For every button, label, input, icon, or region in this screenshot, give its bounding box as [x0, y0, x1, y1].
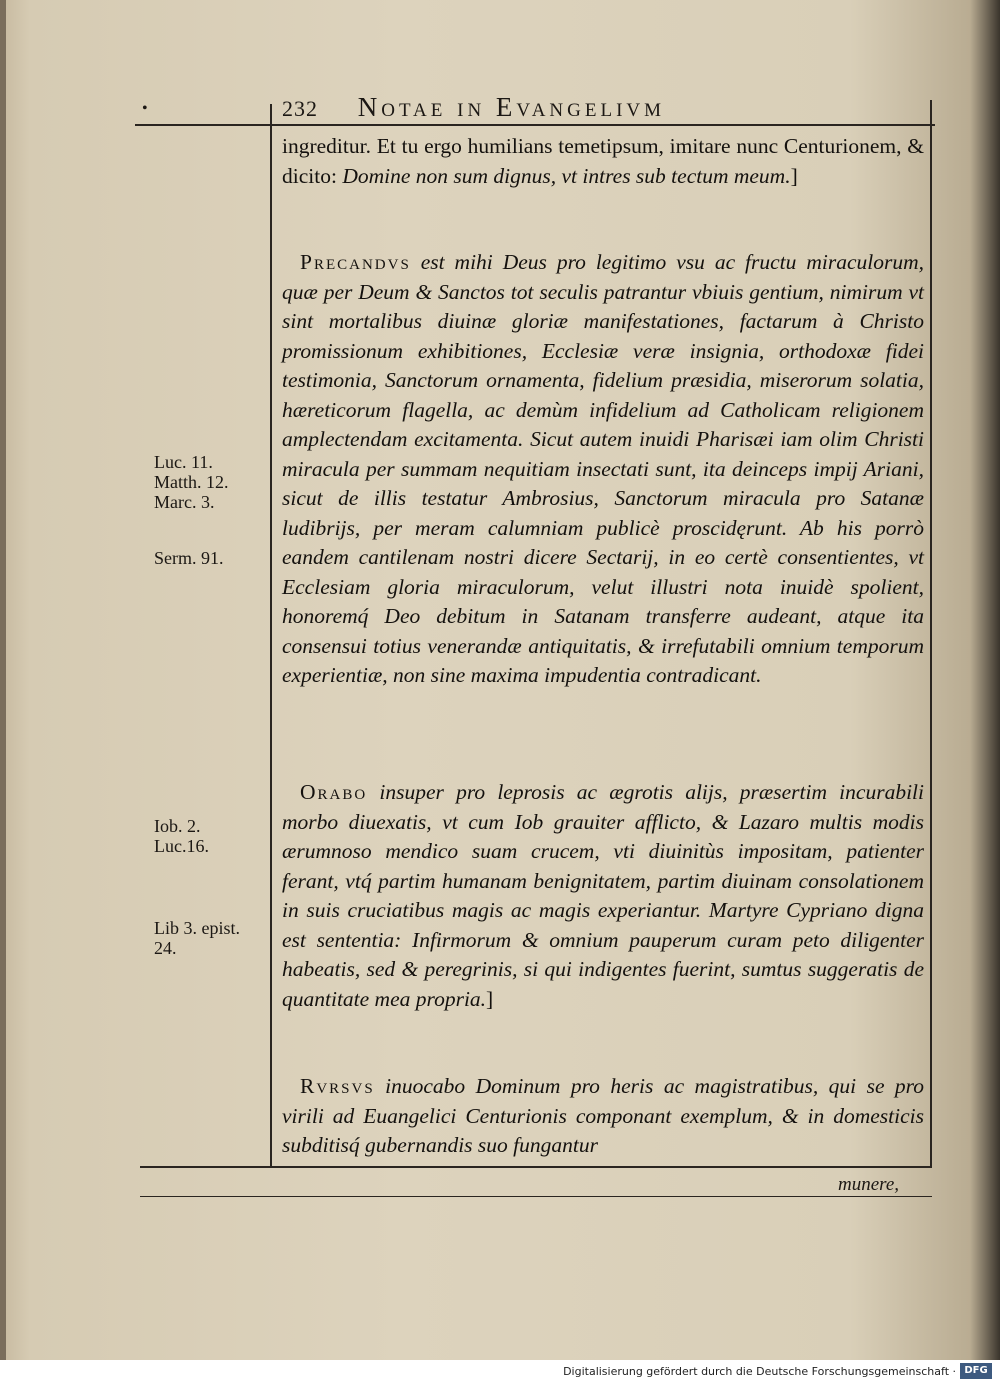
paragraph-initial-caps: Precandvs [300, 250, 411, 274]
paragraph-text-italic: insuper pro leprosis ac ægrotis alijs, præsertim incurabili morbo diuexatis, vt cum Iob grauiter afflicto, & Lazaro multis modis ærumnoso mendico suam crucem, vti diuinitùs impositam, patienter ferant, vtq́ partim humanam benignitatem, partim diuinam consolationem in suis cruciatibus magis ac magis experiantur. Martyre Cypriano digna est sententia: Infirmorum & omnium pauperum curam peto diligenter habeatis, sed & peregrinis, si qui indigentes fuerint, sumtus suggeratis de quantitate mea propria. [282, 780, 924, 1011]
catchword: munere, [838, 1174, 900, 1195]
running-title: Notae in Evangelivm [357, 92, 666, 122]
paragraph-initial-caps: Rvrsvs [300, 1074, 375, 1098]
paragraph-0 [282, 132, 924, 191]
page-number: 232 [282, 96, 318, 121]
margin-note-iob-luc [154, 816, 264, 856]
page-edge [0, 0, 6, 1360]
footer-bar [0, 1360, 1000, 1385]
closing-bracket: ] [790, 163, 798, 188]
header-mark: • [142, 100, 148, 117]
margin-note-line: Iob. 2. [154, 816, 201, 836]
paragraph-text-italic: Domine non sum dignus, vt intres sub tectum meum. [342, 163, 791, 188]
paragraph-initial-caps: Orabo [300, 780, 368, 804]
margin-note-line: Marc. 3. [154, 492, 215, 512]
margin-note-line: 24. [154, 938, 177, 958]
closing-bracket: ] [486, 986, 494, 1011]
margin-note-line: Serm. 91. [154, 548, 224, 568]
header-rule [135, 124, 935, 126]
margin-note-line: Lib 3. epist. [154, 918, 240, 938]
margin-column-rule [270, 104, 272, 1166]
right-border-rule [930, 100, 932, 1166]
margin-note-line: Luc.16. [154, 836, 209, 856]
running-head [282, 92, 922, 124]
margin-note-line: Luc. 11. [154, 452, 213, 472]
margin-note-luc-matth-marc [154, 452, 264, 512]
margin-note-line: Matth. 12. [154, 472, 229, 492]
paragraph-rursus [282, 1072, 924, 1161]
paragraph-orabo [282, 778, 924, 1014]
paragraph-text: ingreditur. Et tu ergo humilians temetipsum, imitare nunc Centurionem, & dicito: [282, 134, 924, 188]
paragraph-text-italic: est mihi Deus pro legitimo vsu ac fructu miraculorum, quæ per Deum & Sanctos tot seculis patrantur vbiuis gentium, nimirum vt sint mortalibus diuinæ gloriæ manifestationes, factarum à Christo promissionum exhibitiones, Ecclesiæ veræ insignia, orthodoxæ fidei testimonia, Sanctorum ornamenta, fidelium præsidia, miserorum solatia, hæreticorum flagella, ac demùm infidelium ad Catholicam religionem amplectendam excitamenta. Sicut autem inuidi Pharisæi iam olim Christi miracula per summam nequitiam insectati sunt, ita deinceps impij Ariani, sicut de illis testatur Ambrosius, Sanctorum miracula pro Satanæ ludibrijs, per meram calumniam publicè proscidęrunt. Ab his porrò eandem cantilenam nostri dicere Sectarij, in eo certè consentientes, vt Ecclesiam gloria miraculorum, velut illustri nota inuidè spolient, honoremq́ Deo debitum in Satanam transferre audeant, atque ita consensui totius venerandæ antiquitatis, & irrefutabili omnium temporum experientiæ, non sine maxima impudentia contradicant. [282, 250, 924, 687]
margin-note-lib-epist [154, 918, 264, 958]
funding-credit: Digitalisierung gefördert durch die Deutsche Forschungsgemeinschaft · [563, 1365, 956, 1378]
margin-note-serm [154, 548, 264, 568]
paragraph-text-italic: inuocabo Dominum pro heris ac magistratibus, qui se pro virili ad Euangelici Centurionis componant exemplum, & in domesticis subditisq́ gubernandis suo fungantur [282, 1074, 924, 1157]
footer-rule [140, 1166, 932, 1168]
bottom-rule [140, 1196, 932, 1197]
dfg-logo[interactable]: DFG [960, 1363, 992, 1379]
paragraph-precandus [282, 248, 924, 691]
